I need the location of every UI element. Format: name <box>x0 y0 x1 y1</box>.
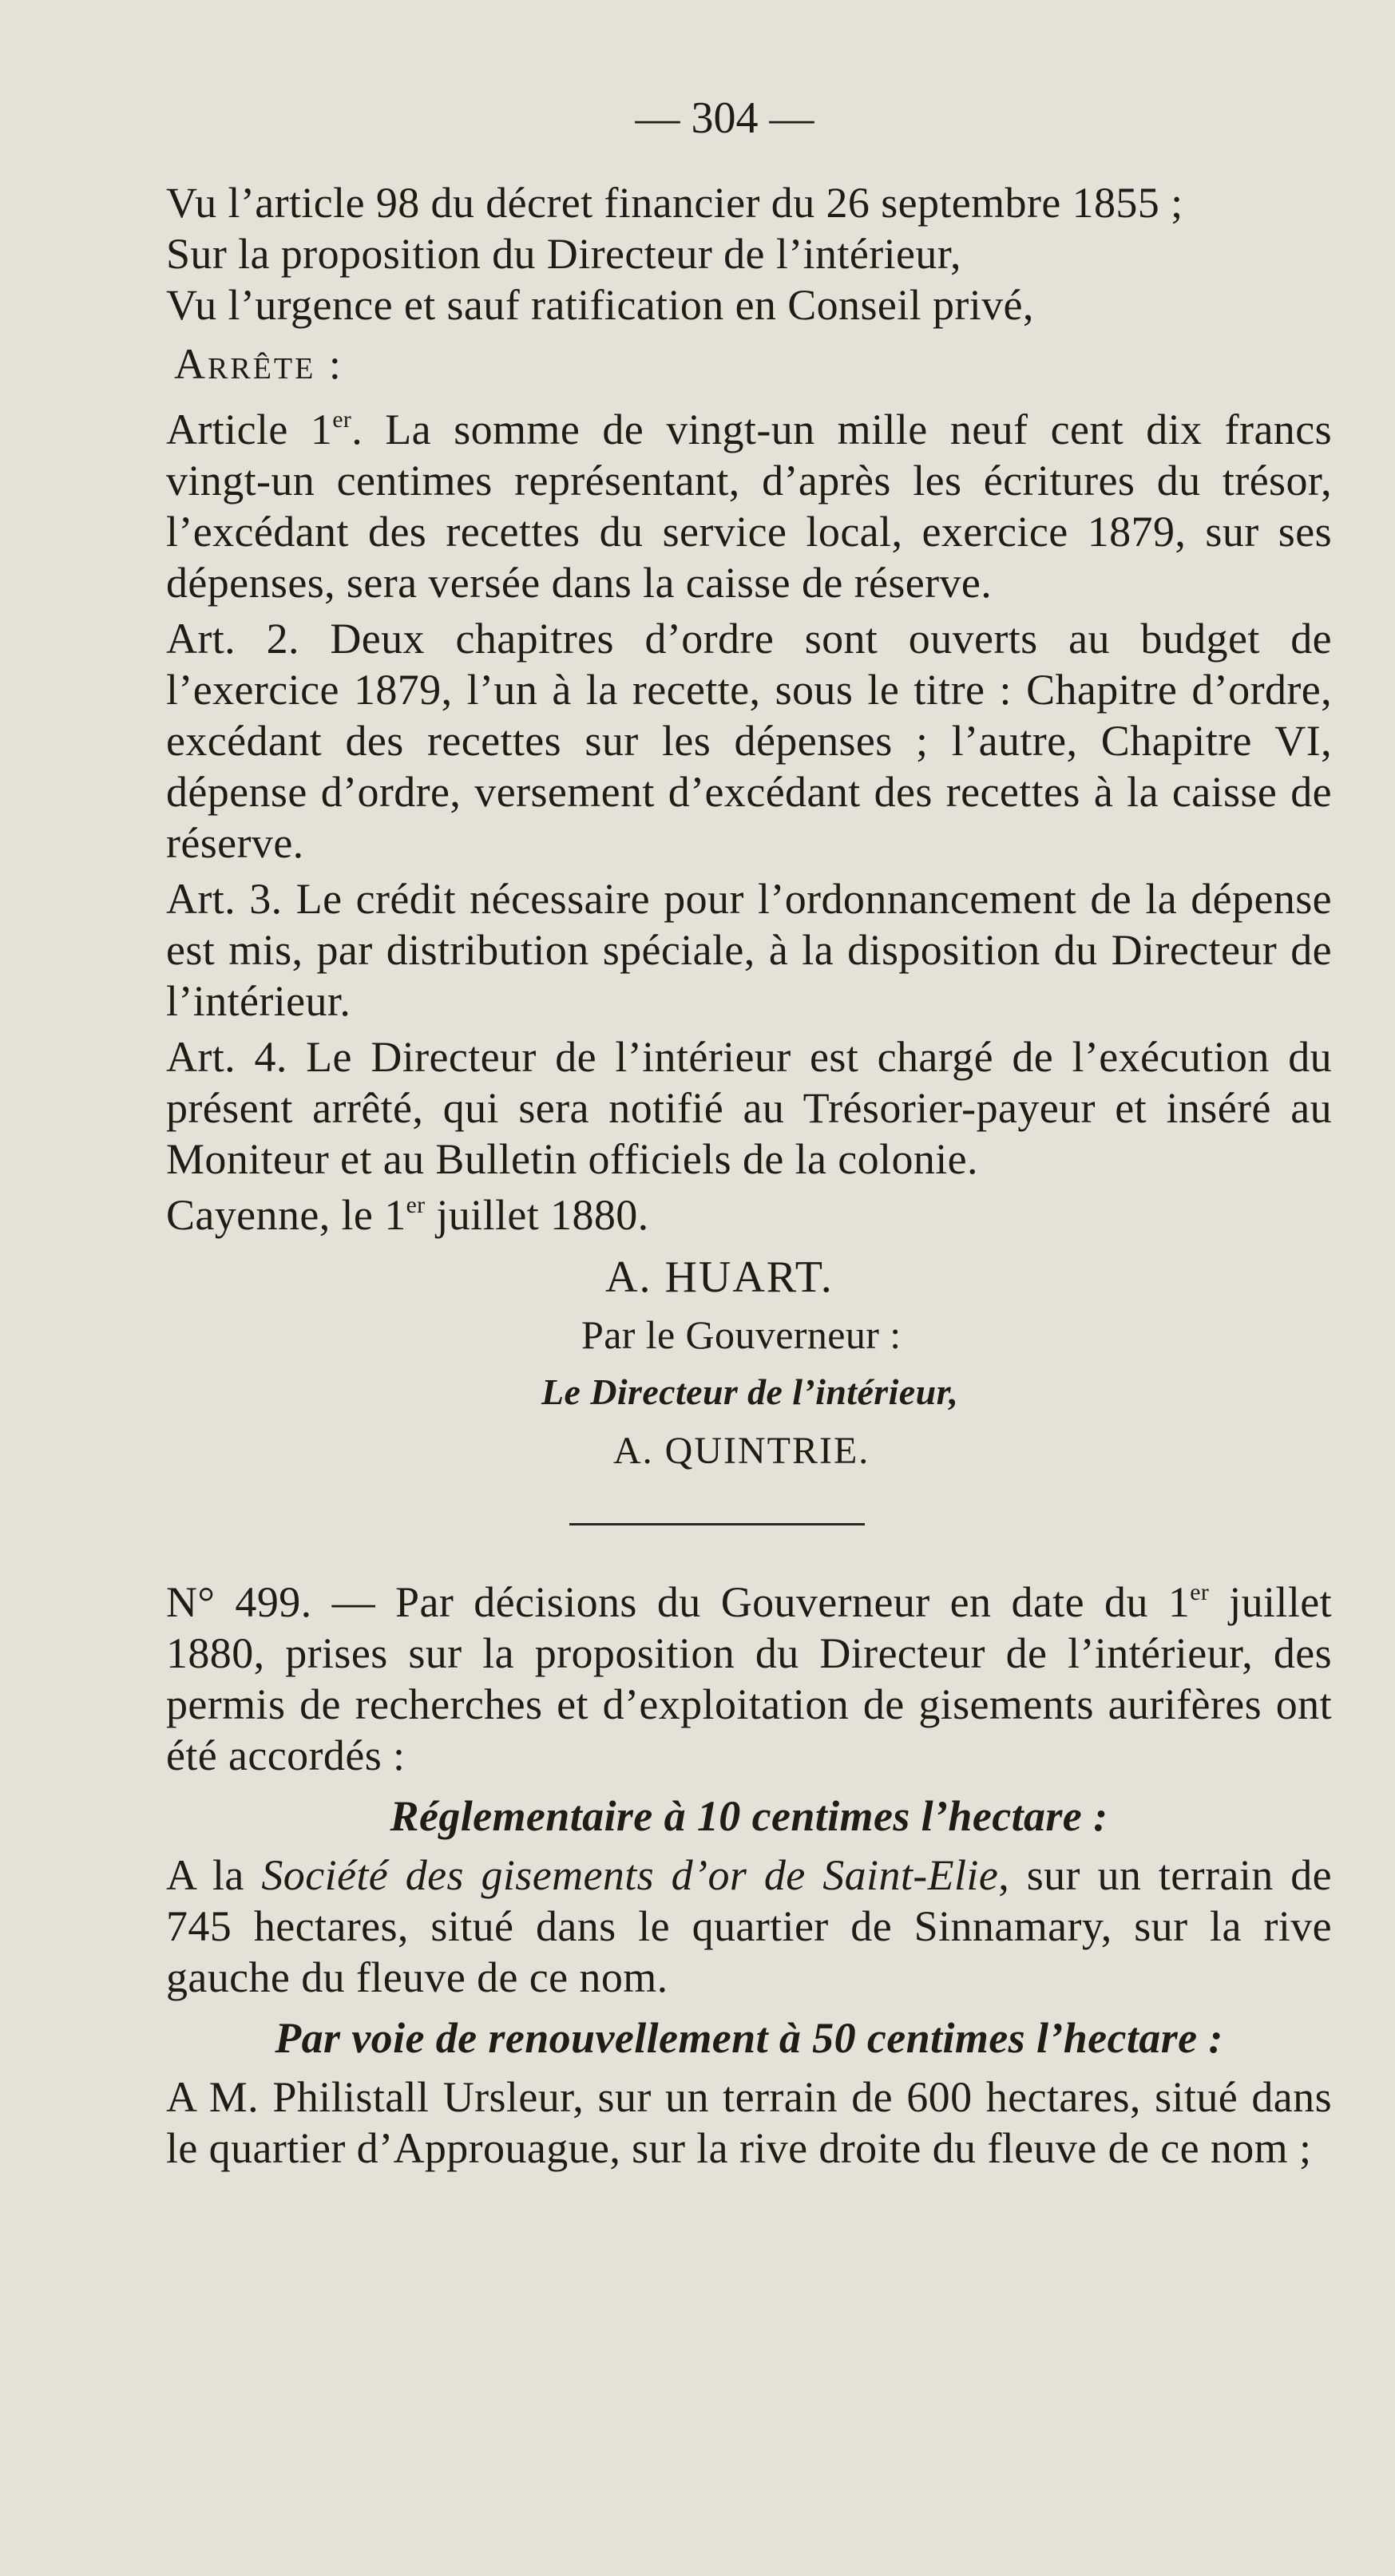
grant-saint-elie-after: , sur un terrain de 745 hectares, situé dans le quartier de Sinnamary, sur la rive gauche du fleuve de ce nom. <box>166 1851 1332 2001</box>
date-line-after: juillet 1880. <box>425 1191 649 1239</box>
article-3: Art. 3. Le crédit nécessaire pour l’ordonnancement de la dépense est mis, par distribution spéciale, à la disposition du Directeur de l’intérieur. <box>166 875 1332 1025</box>
signature-par: Par le Gouverneur : <box>581 1312 902 1357</box>
body-text <box>166 177 1332 2174</box>
heading-renouvellement: Par voie de renouvellement à 50 centimes l’hectare : <box>275 2014 1223 2062</box>
decision-499-intro-sup: er <box>1190 1580 1210 1606</box>
grant-saint-elie-company: Société des gisements d’or de Saint-Elie <box>261 1851 999 1899</box>
decision-499-intro-after: juillet 1880, prises sur la proposition du Directeur de l’intérieur, des permis de recherches et d’exploitation de gisements aurifères ont été accordés : <box>166 1578 1332 1779</box>
signature-director-title: Le Directeur de l’intérieur, <box>541 1371 959 1412</box>
article-1-prefix: Article 1 <box>166 406 333 453</box>
heading-reglementaire: Réglementaire à 10 centimes l’hectare : <box>390 1792 1108 1840</box>
decision-499-intro <box>166 1577 1332 1781</box>
date-line-before: Cayenne, le 1 <box>166 1191 406 1239</box>
article-1-sup: er <box>332 407 352 433</box>
vu-line-decret: Vu l’article 98 du décret financier du 26 septembre 1855 ; <box>166 179 1183 227</box>
article-1-text: . La somme de vingt-un mille neuf cent dix francs vingt-un centimes représentant, d’après les écritures du trésor, l’excédant des recettes du service local, exercice 1879, sur ses dépenses, sera versée dans la caisse de réserve. <box>166 406 1332 607</box>
page-number: — 304 — <box>635 93 814 143</box>
signature-name: A. HUART. <box>605 1252 834 1302</box>
article-4: Art. 4. Le Directeur de l’intérieur est chargé de l’exécution du présent arrêté, qui sera notifié au Trésorier-payeur et inséré au Moniteur et au Bulletin officiels de la colonie. <box>166 1033 1332 1183</box>
decision-499-intro-before: N° 499. — Par décisions du Gouverneur en date du 1 <box>166 1578 1191 1626</box>
date-line <box>166 1189 1332 1241</box>
arrete-heading: Arrête : <box>174 340 343 388</box>
date-line-sup: er <box>406 1193 426 1219</box>
grant-saint-elie <box>166 1850 1332 2003</box>
separator-rule <box>569 1523 865 1525</box>
grant-saint-elie-before: A la <box>166 1851 262 1899</box>
vu-line-proposition: Sur la proposition du Directeur de l’intérieur, <box>166 230 961 278</box>
vu-line-urgence: Vu l’urgence et sauf ratification en Conseil privé, <box>166 281 1034 329</box>
article-1 <box>166 404 1332 608</box>
article-2: Art. 2. Deux chapitres d’ordre sont ouverts au budget de l’exercice 1879, l’un à la recette, sous le titre : Chapitre d’ordre, excédant des recettes sur les dépenses ; l’autre, Chapitre VI, dépense d’ordre, versement d’excédant des recettes à la caisse de réserve. <box>166 615 1332 867</box>
grant-ursleur: A M. Philistall Ursleur, sur un terrain de 600 hectares, situé dans le quartier d’Approuague, sur la rive droite du fleuve de ce nom ; <box>166 2073 1332 2172</box>
signature-director-name: A. QUINTRIE. <box>613 1430 870 1472</box>
